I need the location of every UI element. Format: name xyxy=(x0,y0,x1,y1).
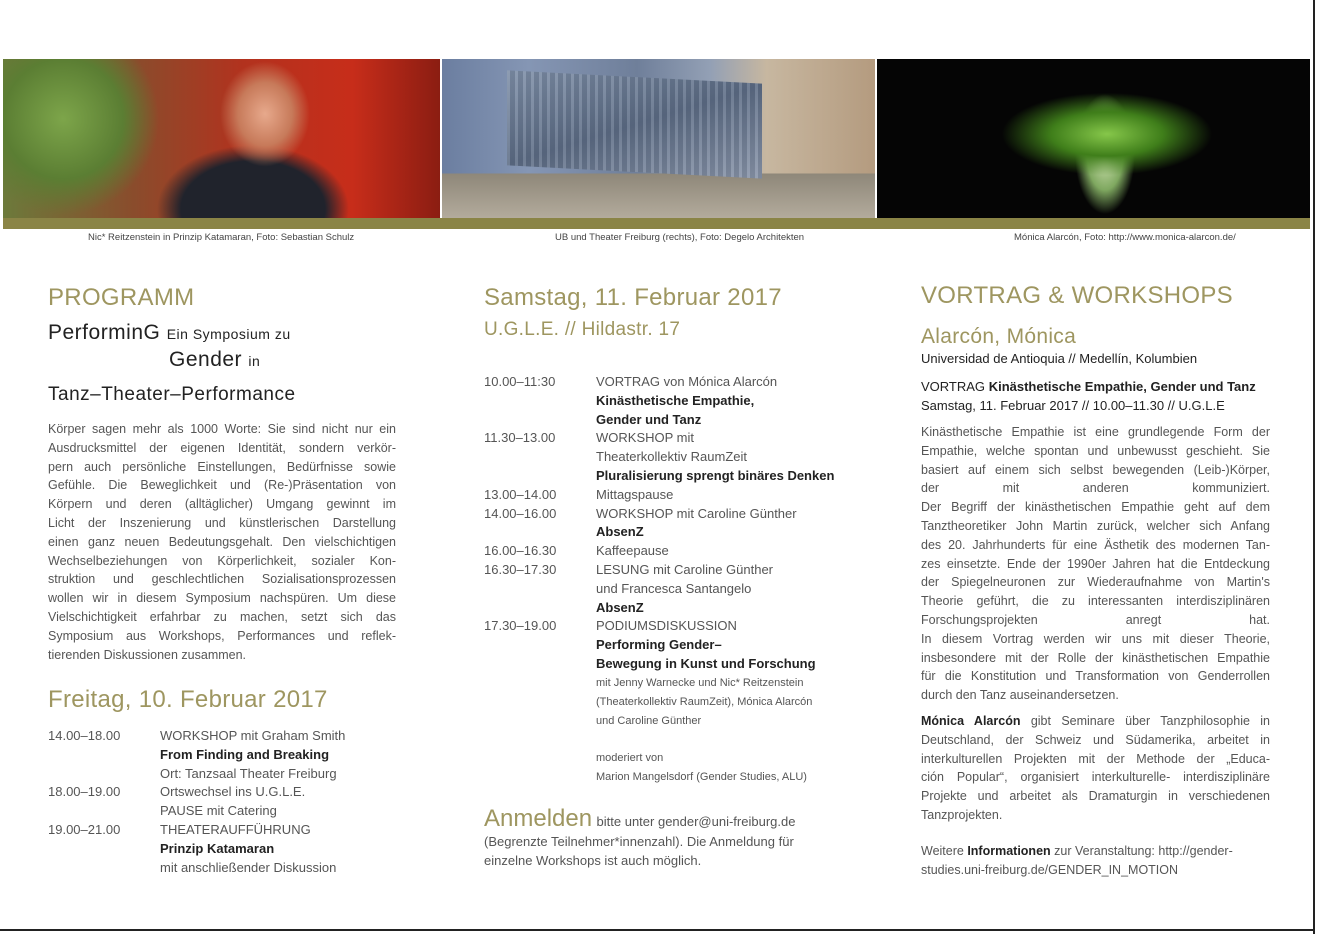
panel-line: und Caroline Günther xyxy=(596,715,702,727)
vortrag-workshops-heading: VORTRAG & WORKSHOPS xyxy=(921,282,1233,309)
schedule-time: 17.30–19.00 xyxy=(484,618,557,634)
schedule-line: Theaterkollektiv RaumZeit xyxy=(596,449,747,465)
schedule-line: Performing Gender– xyxy=(596,637,722,653)
info-url-line: studies.uni-freiburg.de/GENDER_IN_MOTION xyxy=(921,862,1179,877)
schedule-time: 19.00–21.00 xyxy=(48,821,121,837)
title-line-1 xyxy=(48,321,291,345)
schedule-line: und Francesca Santangelo xyxy=(596,580,752,596)
talk-info xyxy=(921,378,1256,416)
schedule-line: PODIUMSDISKUSSION xyxy=(596,618,737,634)
intro-line: struktion und geschlechtlichen Sozialisationsprozessen xyxy=(48,572,396,587)
schedule-line: THEATERAUFFÜHRUNG xyxy=(160,821,311,837)
schedule-line: WORKSHOP mit Caroline Günther xyxy=(596,505,797,521)
registration-email-text: bitte unter gender@uni-freiburg.de xyxy=(596,814,796,829)
description-line: basiert auf einem sich selbst bewegenden (Leib-)Körper, xyxy=(921,462,1270,477)
bio-name: Mónica Alarcón xyxy=(921,714,1021,728)
talk-date: Samstag, 11. Februar 2017 // 10.00–11.30 // U.G.L.E xyxy=(921,397,1225,413)
description-line: Empathie, welche spontan und unbewusst geschieht. Sie xyxy=(921,443,1270,458)
talk-title-line xyxy=(921,378,1256,397)
schedule-line: VORTRAG von Mónica Alarcón xyxy=(596,374,778,389)
bio-line xyxy=(921,750,1270,769)
intro-line: Symposium aus Workshops, Performances und reflek- xyxy=(48,628,396,643)
title-subtitle-1: Ein Symposium zu xyxy=(166,326,291,342)
info-rest: zur Veranstaltung: http://gender- xyxy=(1050,844,1233,858)
registration-line-2: (Begrenzte Teilnehmer*innenzahl). Die Anmeldung für xyxy=(484,834,794,849)
bio-line xyxy=(921,768,1270,787)
photo-dancer xyxy=(877,59,1310,218)
friday-schedule xyxy=(48,727,408,877)
speaker-name: Alarcón, Mónica xyxy=(921,325,1077,348)
schedule-row xyxy=(48,727,408,783)
description-line: Forschungsprojekten anregt hat. xyxy=(921,612,1270,627)
schedule-row xyxy=(484,542,864,561)
schedule-line: AbsenZ xyxy=(596,524,644,540)
moderator-name: Marion Mangelsdorf (Gender Studies, ALU) xyxy=(596,771,807,783)
intro-line: pern auch persönliche Einstellungen, Bedürfnisse sowie xyxy=(48,459,396,474)
bio-lines xyxy=(921,712,1270,825)
title-line-3: Tanz–Theater–Performance xyxy=(48,384,296,405)
schedule-row xyxy=(48,783,408,821)
bio-text: gibt Seminare über Tanzphilosophie in xyxy=(1020,714,1271,728)
description-line: zes einsetzte. Ende der 1990er Jahren hat die Entdeckung xyxy=(921,556,1270,571)
talk-title: Kinästhetische Empathie, Gender und Tanz xyxy=(988,379,1256,394)
speaker-affiliation: Universidad de Antioquia // Medellín, Kolumbien xyxy=(921,351,1198,366)
intro-line: Körpern und deren (alltäglicher) Umgang gewinnt im xyxy=(48,497,396,512)
schedule-time: 14.00–18.00 xyxy=(48,728,121,743)
bio-line xyxy=(921,787,1270,806)
schedule-line: WORKSHOP mit Graham Smith xyxy=(160,728,346,743)
schedule-row xyxy=(48,821,408,877)
speaker-bio xyxy=(921,712,1270,825)
page-border-bottom xyxy=(0,929,1315,931)
description-line: Theorie geführt, die zu interessanten interdisziplinären xyxy=(921,594,1270,609)
intro-line: Gefühle. Die Beweglichkeit und (Re-)Präsentation von xyxy=(48,478,396,493)
bio-text: ción Popular“, organisiert interkulturelle- interdisziplinäre xyxy=(921,770,1270,785)
description-line: Kinästhetische Empathie ist eine grundlegende Form der xyxy=(921,425,1270,439)
more-info xyxy=(921,842,1270,880)
bio-text: Tanzprojekten. xyxy=(921,807,1003,822)
intro-paragraph xyxy=(48,420,396,664)
bio-text: interkulturellen Projekten mit der Methode der „Educa- xyxy=(921,751,1270,766)
info-prefix: Weitere xyxy=(921,844,968,858)
schedule-line: Ort: Tanzsaal Theater Freiburg xyxy=(160,765,337,781)
title-performing: PerforminG xyxy=(48,321,161,344)
title-line-2 xyxy=(169,348,260,372)
intro-line: Körper sagen mehr als 1000 Worte: Sie sind nicht nur ein xyxy=(48,422,396,436)
talk-description xyxy=(921,423,1270,705)
schedule-row xyxy=(484,561,864,617)
panel-line: (Theaterkollektiv RaumZeit), Mónica Alarcón xyxy=(596,696,813,708)
schedule-row xyxy=(484,429,864,485)
photo-library-building xyxy=(442,59,875,218)
info-line-1 xyxy=(921,842,1270,861)
bio-line xyxy=(921,712,1270,731)
programm-heading: PROGRAMM xyxy=(48,284,195,311)
building-facade xyxy=(507,70,762,178)
title-subtitle-2: in xyxy=(248,353,261,369)
bio-text: Deutschland, der Schweiz und Südamerika, arbeitet in xyxy=(921,732,1270,747)
venue-heading: U.G.L.E. // Hildastr. 17 xyxy=(484,319,681,340)
registration-line-1 xyxy=(484,805,834,833)
schedule-line: Kinästhetische Empathie, xyxy=(596,392,755,408)
schedule-line: mit anschließender Diskussion xyxy=(160,859,337,875)
intro-line: einen ganz neuen Bedeutungsgehalt. Den vielschichtigen xyxy=(48,534,396,549)
panel-participants xyxy=(596,674,876,787)
registration-heading: Anmelden xyxy=(484,805,593,832)
schedule-time: 11.30–13.00 xyxy=(484,430,556,446)
caption-photo-2: UB und Theater Freiburg (rechts), Foto: Degelo Architekten xyxy=(555,232,805,243)
description-line: Tanztheoretiker John Martin zurück, welcher sich Anfang xyxy=(921,518,1270,533)
caption-photo-3: Mónica Alarcón, Foto: http://www.monica-alarcon.de/ xyxy=(1014,232,1236,243)
intro-line: tierenden Diskussionen zusammen. xyxy=(48,647,247,662)
description-line: Der Begriff der kinästhetischen Empathie geht auf dem xyxy=(921,500,1270,515)
registration-line-3: einzelne Workshops ist auch möglich. xyxy=(484,852,702,868)
description-line: der Spiegelneuronen zur Wiederaufnahme von Martin's xyxy=(921,575,1270,590)
description-line: In diesem Vortrag werden wir uns mit dieser Theorie, xyxy=(921,631,1270,646)
info-bold: Informationen xyxy=(967,844,1051,858)
schedule-row xyxy=(484,486,864,505)
page-border-right xyxy=(1313,0,1315,934)
panel-participant-lines xyxy=(596,674,876,731)
schedule-time: 13.00–14.00 xyxy=(484,486,557,502)
description-line: insbesondere mit der Rolle der kinästhetischen Empathie xyxy=(921,650,1270,665)
saturday-schedule xyxy=(484,373,864,674)
bio-line xyxy=(921,731,1270,750)
bio-line xyxy=(921,806,1270,825)
friday-heading: Freitag, 10. Februar 2017 xyxy=(48,686,328,713)
description-line: der mit anderen kommuniziert. xyxy=(921,481,1270,496)
intro-line: Vielschichtigkeit erfahrbar zu machen, setzt sich das xyxy=(48,609,396,624)
schedule-time: 16.00–16.30 xyxy=(484,543,557,559)
intro-line: Wechselbeziehungen von Körperlichkeit, sozialer Kon- xyxy=(48,553,396,568)
schedule-line: PAUSE mit Catering xyxy=(160,803,277,819)
schedule-line: Mittagspause xyxy=(596,486,674,502)
intro-line: Ausdrucksmittel der eigenen Identität, sondern verkör- xyxy=(48,440,396,455)
bio-text: Projekte und arbeitet als Dramaturgin in verschiedenen xyxy=(921,789,1270,804)
saturday-heading: Samstag, 11. Februar 2017 xyxy=(484,284,782,311)
schedule-row xyxy=(484,373,864,429)
schedule-line: WORKSHOP mit xyxy=(596,430,694,446)
title-gender: Gender xyxy=(169,348,243,371)
schedule-time: 18.00–19.00 xyxy=(48,784,121,800)
description-line: des 20. Jahrhunderts für eine Ästhetik des modernen Tan- xyxy=(921,537,1270,552)
schedule-line: From Finding and Breaking xyxy=(160,746,330,762)
photo-performer xyxy=(3,59,440,218)
schedule-row xyxy=(484,617,864,673)
talk-prefix: VORTRAG xyxy=(921,379,986,394)
schedule-line: Gender und Tanz xyxy=(596,411,702,427)
intro-line: Licht der Inszenierung und künstlerischen Darstellung xyxy=(48,515,396,530)
gold-divider-bar xyxy=(3,218,1310,229)
registration-block xyxy=(484,805,834,871)
intro-line: wollen wir in diesem Symposium nachspüren. Um diese xyxy=(48,591,396,606)
panel-line: mit Jenny Warnecke und Nic* Reitzenstein xyxy=(596,677,804,689)
schedule-time: 10.00–11:30 xyxy=(484,374,556,389)
schedule-line: Kaffeepause xyxy=(596,543,669,559)
description-line: durch den Tanz auseinandersetzen. xyxy=(921,688,1119,703)
schedule-line: Bewegung in Kunst und Forschung xyxy=(596,655,816,671)
schedule-line: AbsenZ xyxy=(596,599,644,615)
moderated-label: moderiert von xyxy=(596,752,664,764)
schedule-line: Prinzip Katamaran xyxy=(160,840,275,856)
schedule-line: Pluralisierung sprengt binäres Denken xyxy=(596,467,835,483)
description-line: für die Konstitution und Transformation von Genderrollen xyxy=(921,669,1270,684)
schedule-line: Ortswechsel ins U.G.L.E. xyxy=(160,784,306,800)
schedule-row xyxy=(484,505,864,543)
caption-photo-1: Nic* Reitzenstein in Prinzip Katamaran, Foto: Sebastian Schulz xyxy=(88,232,355,243)
schedule-time: 14.00–16.00 xyxy=(484,505,557,521)
schedule-time: 16.30–17.30 xyxy=(484,561,557,577)
schedule-line: LESUNG mit Caroline Günther xyxy=(596,561,774,577)
